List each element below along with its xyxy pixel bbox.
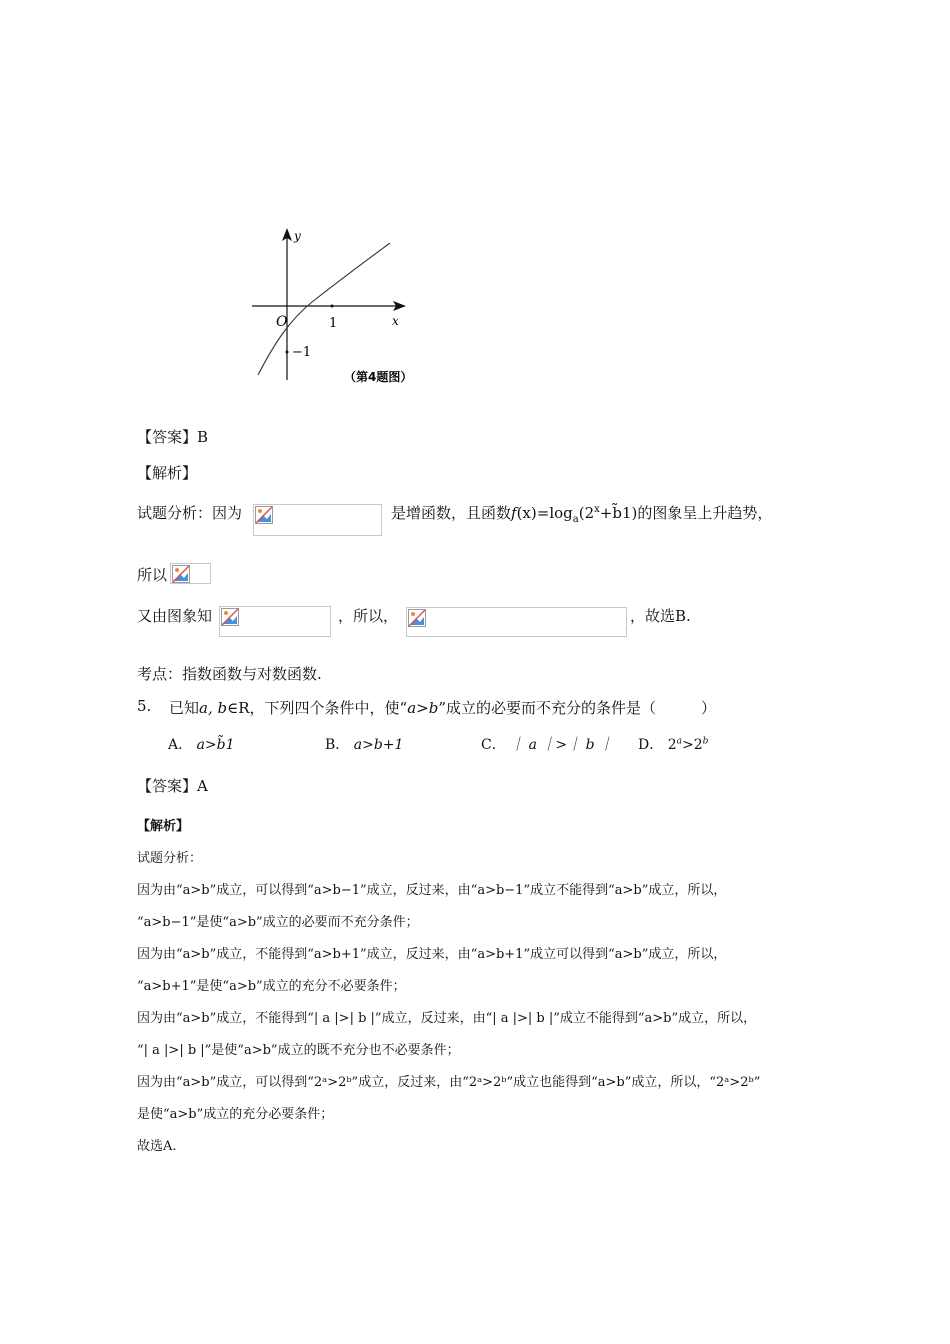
q4-line3-mid: ，所以， xyxy=(338,607,399,625)
figure-caption: （第4题图） xyxy=(344,370,413,384)
function-graph-figure xyxy=(240,220,460,395)
answer-label: 【答案】 xyxy=(137,428,198,446)
broken-image-icon xyxy=(408,609,426,627)
axis-x-label: x xyxy=(392,314,399,328)
tick-point-y-1 xyxy=(286,351,289,354)
q4-kaodian: 考点：指数函数与对数函数. xyxy=(137,665,322,683)
q5-para4b: 是使“a>b”成立的充分必要条件； xyxy=(137,1107,334,1122)
broken-image-icon xyxy=(221,608,239,626)
broken-image-formula-2 xyxy=(170,563,211,584)
q5-para2b: “a>b+1”是使“a>b”成立的充分不必要条件； xyxy=(137,979,406,994)
tick-y-label: −1 xyxy=(292,345,312,360)
q5-para1b: “a>b−1”是使“a>b”成立的必要而不充分条件； xyxy=(137,915,419,930)
answer-value: B xyxy=(197,428,209,446)
q4-answer-line xyxy=(137,426,208,447)
log-curve xyxy=(258,243,390,375)
q4-line3-end: ，故选B. xyxy=(630,607,691,625)
q5-para1: 因为由“a>b”成立，可以得到“a>b−1”成立，反过来，由“a>b−1”成立不能得到“a>b”成立，所以， xyxy=(137,883,727,898)
broken-image-formula-3 xyxy=(219,606,331,637)
tick-point-x1 xyxy=(331,305,334,308)
q5-option-d: D． $2^a>2^b$ xyxy=(638,736,709,753)
q5-option-a: A． a>b̃1 xyxy=(168,737,235,753)
q5-answer-line xyxy=(137,775,208,796)
q4-analysis-label: 【解析】 xyxy=(137,464,198,482)
q5-option-b: B． a>b+1 xyxy=(325,737,404,753)
answer-label: 【答案】 xyxy=(137,777,198,795)
q5-para2: 因为由“a>b”成立，不能得到“a>b+1”成立，反过来，由“a>b+1”成立可以得到“a>b”成立，所以， xyxy=(137,947,727,962)
q5-conclusion: 故选A. xyxy=(137,1139,177,1154)
broken-image-icon xyxy=(172,565,190,583)
q5-analysis-label: 【解析】 xyxy=(137,819,190,834)
q5-stem: 已知a, b∈R，下列四个条件中，使“a>b”成立的必要而不充分的条件是（ ） xyxy=(169,699,716,717)
q4-line1-start: 试题分析：因为 xyxy=(137,504,243,522)
q5-option-c: C． ｜ a ｜>｜ b ｜ xyxy=(481,737,614,753)
origin-label: O xyxy=(276,314,288,330)
q5-para3b: “| a |>| b |”是使“a>b”成立的既不充分也不必要条件； xyxy=(137,1043,460,1058)
broken-image-formula-4 xyxy=(406,607,627,637)
q4-line2-text: 所以 xyxy=(137,566,168,584)
broken-image-icon xyxy=(255,506,273,524)
axis-y-label: y xyxy=(294,229,301,243)
q5-number: 5. xyxy=(137,697,152,715)
q4-line3-start: 又由图象知 xyxy=(137,607,213,625)
q5-para4: 因为由“a>b”成立，可以得到“2ᵃ>2ᵇ”成立，反过来，由“2ᵃ>2ᵇ”成立也能得到“a>b”成立，所以，“2ᵃ>2ᵇ” xyxy=(137,1075,761,1090)
q5-intro: 试题分析： xyxy=(137,851,203,866)
broken-image-formula-1 xyxy=(253,504,382,536)
q4-line1-rest: 是增函数，且函数$f(x)=\log_a(2^x+b̃1)$的图象呈上升趋势， xyxy=(391,504,773,525)
answer-value: A xyxy=(197,777,208,795)
q5-para3: 因为由“a>b”成立，不能得到“| a |>| b |”成立，反过来，由“| a |>| b |”成立不能得到“a>b”成立，所以， xyxy=(137,1011,757,1026)
tick-x-label: 1 xyxy=(329,316,338,331)
